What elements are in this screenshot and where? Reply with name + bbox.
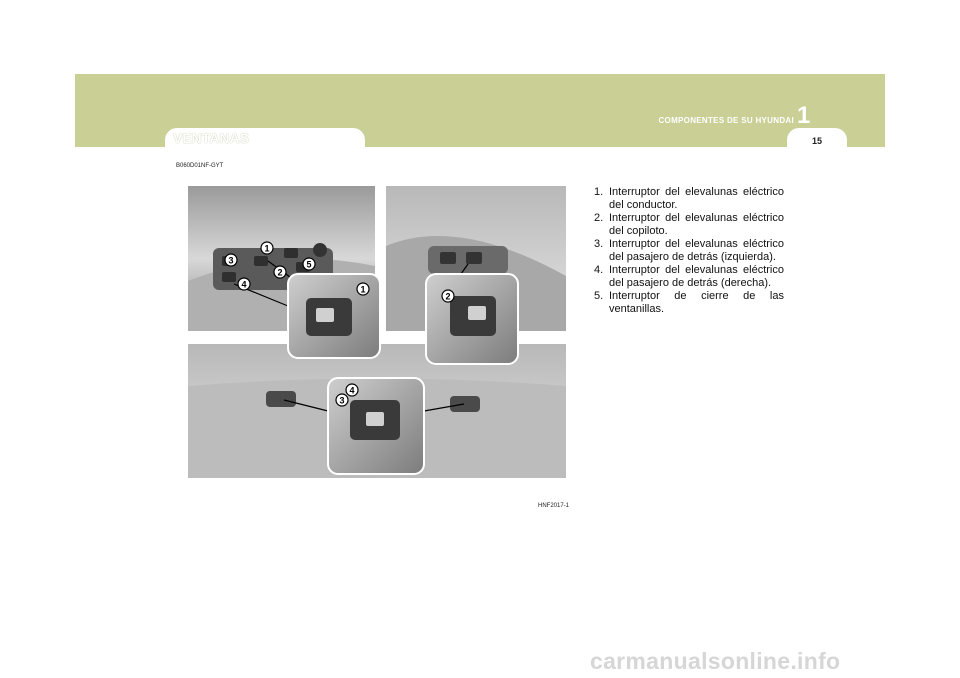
section-tab xyxy=(165,128,365,154)
callout-1a xyxy=(261,242,273,254)
svg-text:3: 3 xyxy=(339,395,345,406)
callout-1b xyxy=(357,283,369,295)
svg-text:1: 1 xyxy=(264,243,270,254)
document-code: B060D01NF-GYT xyxy=(176,163,224,169)
page-number: 15 xyxy=(811,136,822,146)
section-title: VENTANAS xyxy=(173,130,249,146)
illustration-svg xyxy=(188,186,566,478)
list-item: 1. Interruptor del elevalunas eléctrico del conductor. xyxy=(594,186,784,211)
list-item: 4. Interruptor del elevalunas eléctrico del pasajero de detrás (derecha). xyxy=(594,264,784,289)
callout-4b xyxy=(346,384,358,396)
list-item: 5. Interruptor de cierre de las ventanillas. xyxy=(594,290,784,315)
svg-text:3: 3 xyxy=(228,255,234,266)
list-item: 3. Interruptor del elevalunas eléctrico del pasajero de detrás (izquierda). xyxy=(594,238,784,263)
callout-2b xyxy=(442,290,454,302)
chapter-title: COMPONENTES DE SU HYUNDAI xyxy=(658,116,794,125)
callout-2a xyxy=(274,266,286,278)
inset-passenger-switch xyxy=(426,264,518,364)
watermark: carmanualsonline.info xyxy=(590,648,841,674)
figure-caption: HNF2017-1 xyxy=(538,503,570,509)
callout-5a xyxy=(303,258,315,270)
switch-list xyxy=(594,186,784,316)
callout-4a xyxy=(238,278,250,290)
svg-text:5: 5 xyxy=(306,259,312,270)
chapter-number: 1 xyxy=(797,102,811,129)
callout-3a xyxy=(225,254,237,266)
svg-text:2: 2 xyxy=(445,291,451,302)
page-tab xyxy=(787,128,847,154)
svg-text:4: 4 xyxy=(349,385,355,396)
callout-3b xyxy=(336,394,348,406)
window-switch-illustration xyxy=(188,186,566,478)
svg-text:1: 1 xyxy=(360,284,366,295)
list-item: 2. Interruptor del elevalunas eléctrico del copiloto. xyxy=(594,212,784,237)
svg-text:4: 4 xyxy=(241,279,247,290)
svg-text:2: 2 xyxy=(277,267,283,278)
